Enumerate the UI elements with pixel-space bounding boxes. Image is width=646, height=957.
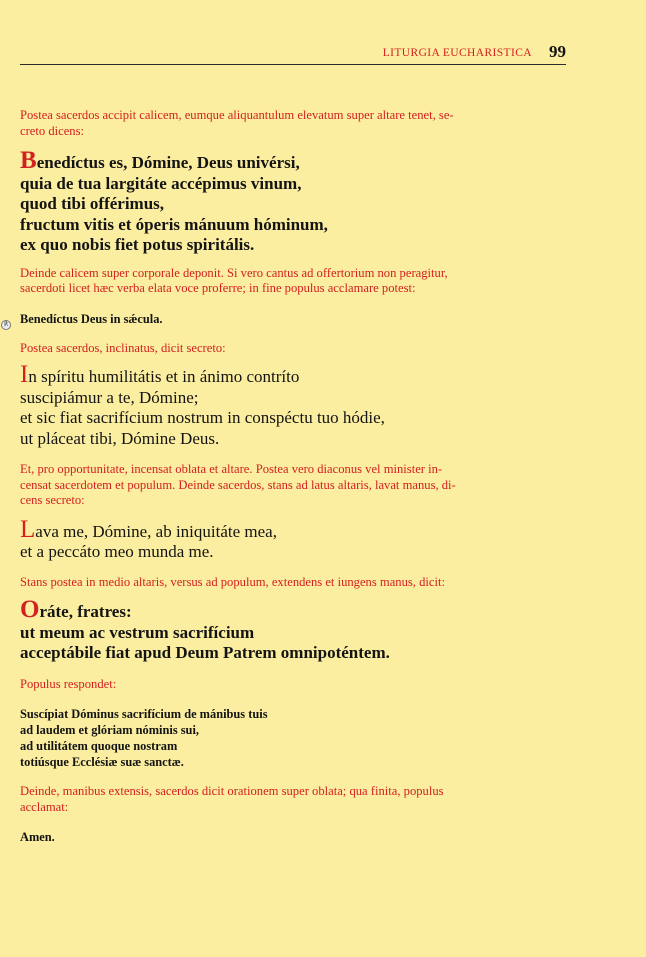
response-marker-icon: ℟ — [1, 320, 11, 330]
drop-initial: O — [20, 596, 40, 623]
page-body — [20, 108, 568, 845]
drop-initial: B — [20, 147, 37, 174]
rubric-populus-respondet: Populus respondet: — [20, 676, 117, 691]
rubric-oratio-super-oblata: Deinde, manibus extensis, sacerdos dicit orationem super oblata; qua finita, populus acclamat: — [20, 784, 444, 814]
response-benedictus-deus: Benedíctus Deus in sǽcula. — [20, 311, 163, 326]
rubric-stans: Stans postea in medio altaris, versus ad populum, extendens et iungens manus, dicit: — [20, 574, 445, 589]
drop-initial: L — [20, 515, 36, 543]
prayer-lava-me: Lava me, Dómine, ab iniquitáte mea, et a peccáto meo munda me. — [20, 515, 277, 561]
rubric-deponit: Deinde calicem super corporale deponit. Si vero cantus ad offertorium non peragitur, sacerdoti licet hæc verba elata voce proferre; in fine populus acclamare potest: — [20, 265, 448, 295]
rubric-incensat: Et, pro opportunitate, incensat oblata et altare. Postea vero diaconus vel minister in- censat sacerdotem et populum. Deinde sacerdos, stans ad latus altaris, lavat manus, di- cens secreto: — [20, 462, 456, 507]
rubric-inclinatus: Postea sacerdos, inclinatus, dicit secreto: — [20, 340, 226, 355]
section-title: LITURGIA EUCHARISTICA — [382, 47, 532, 59]
page-number: 99 — [549, 42, 566, 61]
prayer-orate-fratres: Oráte, fratres: ut meum ac vestrum sacrifícium acceptábile fiat apud Deum Patrem omnipoténtem. — [20, 596, 390, 662]
rubric-offer-chalice: Postea sacerdos accipit calicem, eumque aliquantulum elevatum super altare tenet, se- creto dicens: — [20, 108, 454, 138]
drop-initial: I — [20, 361, 29, 388]
response-amen: Amen. — [20, 830, 55, 844]
response-suscipiat: Suscípiat Dóminus sacrifícium de mánibus tuis ad laudem et glóriam nóminis sui, ad utilitátem quoque nostram totiúsque Ecclésiæ suæ sanctæ. — [20, 707, 268, 769]
running-header — [20, 40, 566, 65]
prayer-in-spiritu: In spíritu humilitátis et in ánimo contríto suscipiámur a te, Dómine; et sic fiat sacrifícium nostrum in conspéctu tuo hódie, ut pláceat tibi, Dómine Deus. — [20, 361, 385, 448]
prayer-benedictus-vinum: Benedíctus es, Dómine, Deus univérsi, quia de tua largitáte accépimus vinum, quod tibi offérimus, fructum vitis et óperis mánuum hóminum, ex quo nobis fiet potus spiritális. — [20, 147, 328, 254]
